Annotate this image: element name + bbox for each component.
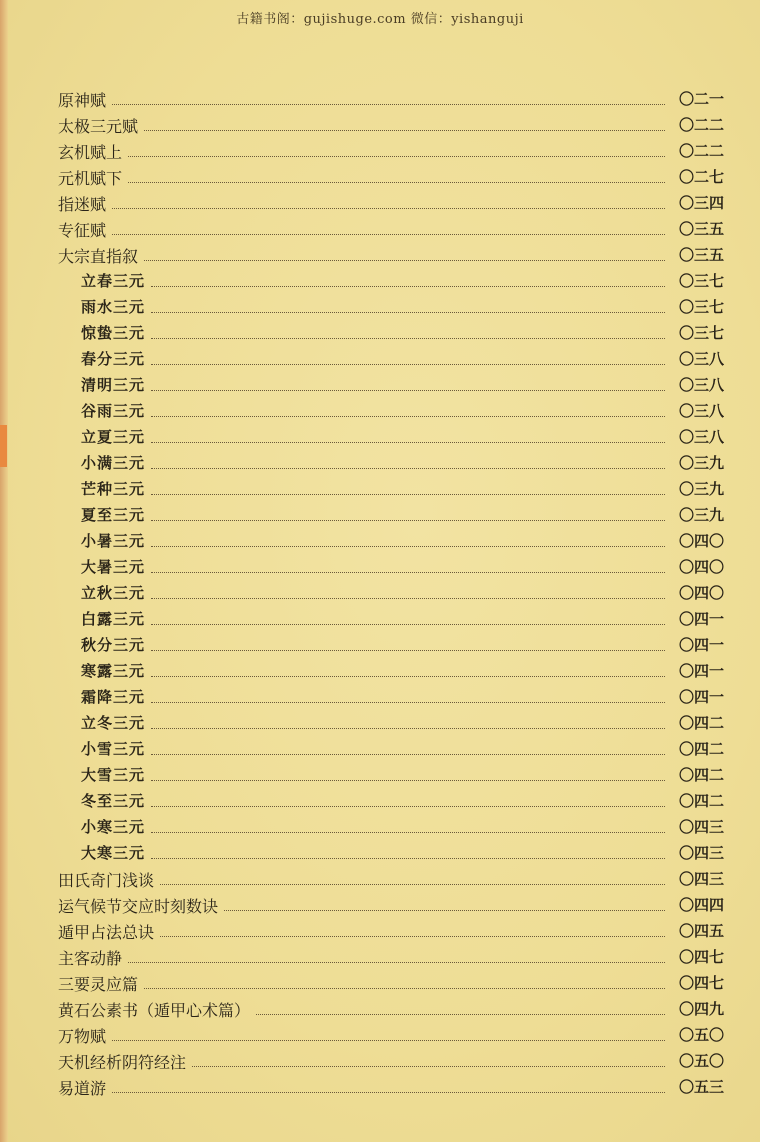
toc-entry[interactable]	[0, 632, 760, 658]
toc-entry[interactable]	[0, 424, 760, 450]
toc-entry-title: 立秋三元	[81, 584, 146, 602]
toc-entry-title: 易道游	[58, 1079, 107, 1098]
toc-entry-page-number: 〇四〇	[678, 584, 724, 602]
toc-entry-page-number: 〇四一	[678, 636, 724, 654]
toc-entry-page-number: 〇二二	[678, 142, 724, 160]
toc-dot-leader	[151, 286, 665, 287]
toc-dot-leader	[151, 624, 665, 625]
toc-entry[interactable]	[0, 710, 760, 736]
toc-entry[interactable]	[0, 190, 760, 216]
toc-dot-leader	[144, 130, 665, 131]
toc-entry-page-number: 〇四三	[678, 818, 724, 836]
toc-entry-title: 立冬三元	[81, 714, 146, 732]
toc-entry-page-number: 〇四四	[678, 896, 724, 914]
toc-dot-leader	[192, 1066, 665, 1067]
toc-entry[interactable]	[0, 918, 760, 944]
toc-entry[interactable]	[0, 788, 760, 814]
toc-entry-page-number: 〇二一	[678, 90, 724, 108]
toc-dot-leader	[151, 598, 665, 599]
toc-entry[interactable]	[0, 242, 760, 268]
toc-entry[interactable]	[0, 684, 760, 710]
toc-dot-leader	[151, 806, 665, 807]
toc-entry-page-number: 〇四三	[678, 870, 724, 888]
toc-entry-page-number: 〇四三	[678, 844, 724, 862]
toc-entry-page-number: 〇四五	[678, 922, 724, 940]
toc-entry-title: 大雪三元	[81, 766, 146, 784]
toc-dot-leader	[151, 650, 665, 651]
toc-entry-page-number: 〇五三	[678, 1078, 724, 1096]
toc-dot-leader	[128, 962, 665, 963]
toc-entry-title: 霜降三元	[81, 688, 146, 706]
toc-dot-leader	[128, 182, 665, 183]
toc-entry-title: 大宗直指叙	[58, 247, 139, 266]
toc-entry-title: 冬至三元	[81, 792, 146, 810]
toc-entry-page-number: 〇三七	[678, 272, 724, 290]
toc-entry-page-number: 〇二二	[678, 116, 724, 134]
toc-entry-page-number: 〇四一	[678, 662, 724, 680]
toc-entry-title: 田氏奇门浅谈	[58, 871, 155, 890]
toc-dot-leader	[151, 702, 665, 703]
toc-entry-page-number: 〇三七	[678, 324, 724, 342]
toc-entry[interactable]	[0, 554, 760, 580]
toc-entry-title: 大寒三元	[81, 844, 146, 862]
toc-dot-leader	[151, 728, 665, 729]
toc-entry-page-number: 〇四一	[678, 688, 724, 706]
toc-dot-leader	[151, 390, 665, 391]
toc-dot-leader	[112, 104, 665, 105]
toc-entry-page-number: 〇三九	[678, 454, 724, 472]
toc-entry[interactable]	[0, 346, 760, 372]
toc-dot-leader	[151, 312, 665, 313]
toc-entry-page-number: 〇四二	[678, 740, 724, 758]
toc-entry-page-number: 〇四〇	[678, 558, 724, 576]
toc-dot-leader	[151, 546, 665, 547]
toc-entry-title: 主客动静	[58, 949, 123, 968]
toc-entry-title: 运气候节交应时刻数诀	[58, 897, 219, 916]
toc-entry-title: 指迷赋	[58, 195, 107, 214]
toc-entry[interactable]	[0, 736, 760, 762]
toc-dot-leader	[151, 572, 665, 573]
toc-entry[interactable]	[0, 840, 760, 866]
toc-entry-title: 白露三元	[81, 610, 146, 628]
toc-dot-leader	[112, 234, 665, 235]
toc-entry-title: 大暑三元	[81, 558, 146, 576]
toc-entry-title: 遁甲占法总诀	[58, 923, 155, 942]
toc-entry[interactable]	[0, 502, 760, 528]
toc-dot-leader	[151, 676, 665, 677]
toc-entry-page-number: 〇四七	[678, 974, 724, 992]
toc-entry[interactable]	[0, 450, 760, 476]
toc-dot-leader	[151, 338, 665, 339]
toc-dot-leader	[151, 520, 665, 521]
toc-entry-page-number: 〇五〇	[678, 1026, 724, 1044]
toc-entry[interactable]	[0, 476, 760, 502]
toc-entry[interactable]	[0, 866, 760, 892]
toc-entry[interactable]	[0, 580, 760, 606]
toc-entry-page-number: 〇三七	[678, 298, 724, 316]
toc-entry[interactable]	[0, 1074, 760, 1100]
toc-dot-leader	[160, 936, 665, 937]
toc-entry-title: 小暑三元	[81, 532, 146, 550]
toc-entry[interactable]	[0, 970, 760, 996]
toc-entry-page-number: 〇三九	[678, 480, 724, 498]
toc-entry-title: 万物赋	[58, 1027, 107, 1046]
toc-dot-leader	[151, 494, 665, 495]
toc-dot-leader	[224, 910, 665, 911]
toc-entry[interactable]	[0, 294, 760, 320]
toc-dot-leader	[112, 1092, 665, 1093]
toc-entry-title: 寒露三元	[81, 662, 146, 680]
toc-entry-page-number: 〇四一	[678, 610, 724, 628]
toc-entry-title: 清明三元	[81, 376, 146, 394]
toc-entry-page-number: 〇四七	[678, 948, 724, 966]
toc-entry-title: 三要灵应篇	[58, 975, 139, 994]
toc-entry[interactable]	[0, 606, 760, 632]
toc-dot-leader	[151, 364, 665, 365]
toc-entry[interactable]	[0, 814, 760, 840]
toc-entry-title: 黄石公素书（遁甲心术篇）	[58, 1001, 251, 1020]
toc-entry[interactable]	[0, 996, 760, 1022]
toc-entry-title: 秋分三元	[81, 636, 146, 654]
toc-entry-title: 芒种三元	[81, 480, 146, 498]
toc-entry[interactable]	[0, 320, 760, 346]
toc-entry[interactable]	[0, 268, 760, 294]
toc-entry-title: 谷雨三元	[81, 402, 146, 420]
toc-entry-title: 小满三元	[81, 454, 146, 472]
toc-dot-leader	[112, 208, 665, 209]
toc-entry[interactable]	[0, 216, 760, 242]
toc-entry-page-number: 〇三八	[678, 350, 724, 368]
toc-entry-page-number: 〇三五	[678, 220, 724, 238]
toc-entry-title: 专征赋	[58, 221, 107, 240]
toc-entry-page-number: 〇四二	[678, 792, 724, 810]
toc-entry-title: 玄机赋上	[58, 143, 123, 162]
toc-entry-page-number: 〇三八	[678, 376, 724, 394]
toc-dot-leader	[144, 988, 665, 989]
toc-entry[interactable]	[0, 658, 760, 684]
toc-dot-leader	[151, 832, 665, 833]
toc-entry[interactable]	[0, 1048, 760, 1074]
toc-entry-page-number: 〇二七	[678, 168, 724, 186]
toc-dot-leader	[151, 442, 665, 443]
toc-entry[interactable]	[0, 944, 760, 970]
toc-entry[interactable]	[0, 528, 760, 554]
toc-entry-title: 原神赋	[58, 91, 107, 110]
toc-entry-title: 春分三元	[81, 350, 146, 368]
toc-dot-leader	[256, 1014, 665, 1015]
toc-entry-page-number: 〇三八	[678, 402, 724, 420]
toc-entry-title: 夏至三元	[81, 506, 146, 524]
toc-entry-title: 立春三元	[81, 272, 146, 290]
watermark-header: 古籍书阁：gujishuge.com 微信：yishanguji	[236, 12, 524, 27]
toc-entry[interactable]	[0, 762, 760, 788]
toc-dot-leader	[128, 156, 665, 157]
toc-entry-page-number: 〇四二	[678, 766, 724, 784]
toc-dot-leader	[151, 858, 665, 859]
toc-dot-leader	[160, 884, 665, 885]
toc-entry-title: 元机赋下	[58, 169, 123, 188]
toc-entry-page-number: 〇四二	[678, 714, 724, 732]
toc-entry[interactable]	[0, 86, 760, 112]
toc-entry-page-number: 〇三五	[678, 246, 724, 264]
toc-entry-page-number: 〇四九	[678, 1000, 724, 1018]
toc-dot-leader	[112, 1040, 665, 1041]
toc-entry-title: 太极三元赋	[58, 117, 139, 136]
toc-dot-leader	[151, 754, 665, 755]
toc-entry[interactable]	[0, 112, 760, 138]
toc-entry[interactable]	[0, 138, 760, 164]
toc-dot-leader	[151, 416, 665, 417]
toc-entry[interactable]	[0, 372, 760, 398]
toc-entry[interactable]	[0, 398, 760, 424]
toc-entry[interactable]	[0, 1022, 760, 1048]
toc-dot-leader	[151, 468, 665, 469]
toc-entry-title: 小寒三元	[81, 818, 146, 836]
toc-entry-title: 小雪三元	[81, 740, 146, 758]
toc-entry-title: 天机经析阴符经注	[58, 1053, 187, 1072]
toc-entry-page-number: 〇五〇	[678, 1052, 724, 1070]
toc-entry[interactable]	[0, 892, 760, 918]
toc-dot-leader	[144, 260, 665, 261]
toc-entry-title: 立夏三元	[81, 428, 146, 446]
toc-entry-title: 雨水三元	[81, 298, 146, 316]
toc-dot-leader	[151, 780, 665, 781]
toc-entry[interactable]	[0, 164, 760, 190]
toc-entry-page-number: 〇三九	[678, 506, 724, 524]
toc-entry-page-number: 〇四〇	[678, 532, 724, 550]
toc-entry-page-number: 〇三八	[678, 428, 724, 446]
toc-entry-page-number: 〇三四	[678, 194, 724, 212]
toc-entry-title: 惊蛰三元	[81, 324, 146, 342]
